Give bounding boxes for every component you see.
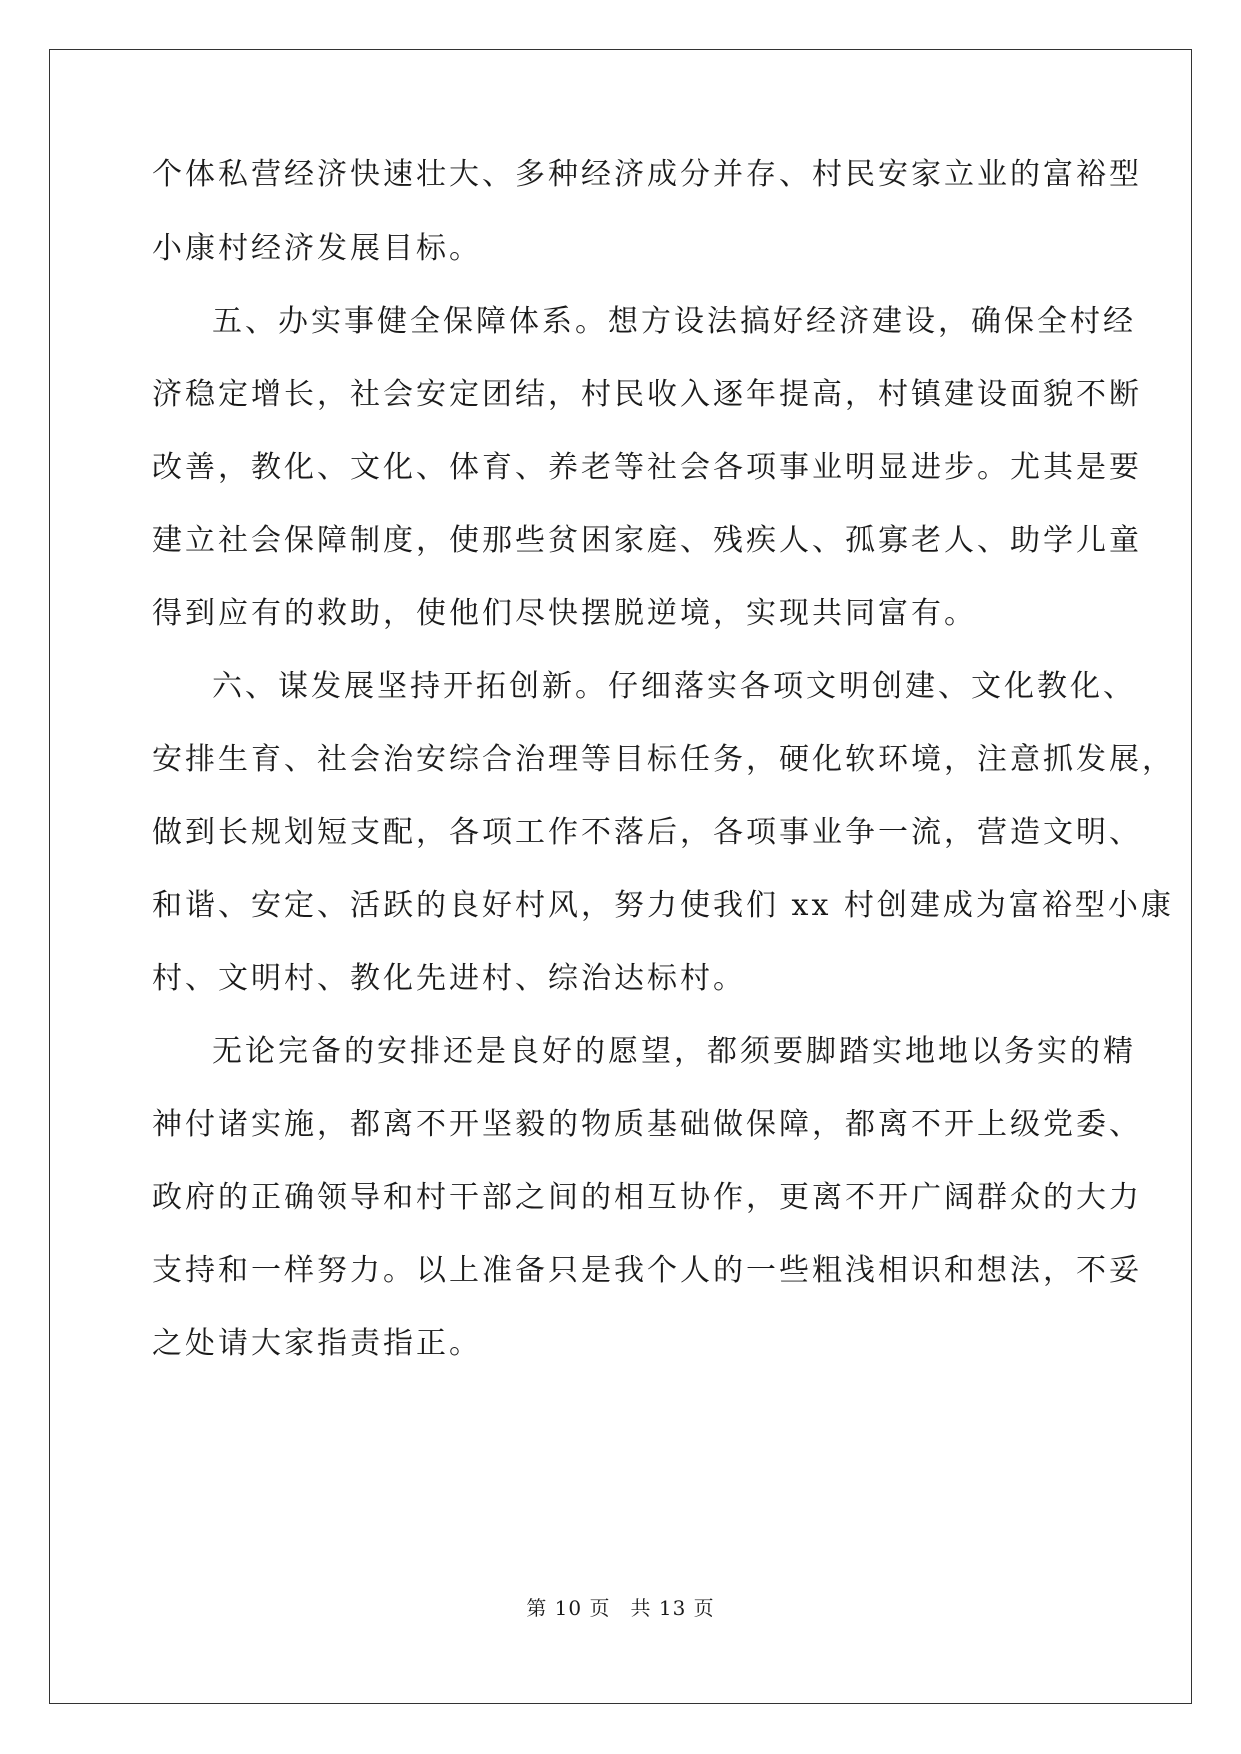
text-line: 安排生育、社会治安综合治理等目标任务，硬化软环境，注意抓发展， bbox=[152, 742, 1175, 777]
page-total: 共 13 页 bbox=[630, 1596, 715, 1620]
page-border bbox=[49, 49, 1192, 1704]
text-line: 神付诸实施，都离不开坚毅的物质基础做保障，都离不开上级党委、 bbox=[152, 1107, 1142, 1142]
text-line: 个体私营经济快速壮大、多种经济成分并存、村民安家立业的富裕型 bbox=[152, 157, 1142, 192]
paragraph-start-line: 六、谋发展坚持开拓创新。仔细落实各项文明创建、文化教化、 bbox=[212, 669, 1136, 704]
text-line: 小康村经济发展目标。 bbox=[152, 231, 482, 266]
text-line: 建立社会保障制度，使那些贫困家庭、残疾人、孤寡老人、助学儿童 bbox=[152, 523, 1142, 558]
page-footer bbox=[0, 1594, 1241, 1622]
text-line: 政府的正确领导和村干部之间的相互协作，更离不开广阔群众的大力 bbox=[152, 1180, 1142, 1215]
text-line: 做到长规划短支配，各项工作不落后，各项事业争一流，营造文明、 bbox=[152, 815, 1142, 850]
page-number: 第 10 页 bbox=[526, 1596, 611, 1620]
paragraph-start-line: 无论完备的安排还是良好的愿望，都须要脚踏实地地以务实的精 bbox=[212, 1034, 1136, 1069]
text-line: 和谐、安定、活跃的良好村风，努力使我们 xx 村创建成为富裕型小康 bbox=[152, 888, 1174, 923]
text-line: 之处请大家指责指正。 bbox=[152, 1326, 482, 1361]
text-line: 改善，教化、文化、体育、养老等社会各项事业明显进步。尤其是要 bbox=[152, 450, 1142, 485]
paragraph-start-line: 五、办实事健全保障体系。想方设法搞好经济建设，确保全村经 bbox=[212, 304, 1136, 339]
text-line: 济稳定增长，社会安定团结，村民收入逐年提高，村镇建设面貌不断 bbox=[152, 377, 1142, 412]
text-line: 村、文明村、教化先进村、综治达标村。 bbox=[152, 961, 746, 996]
text-line: 得到应有的救助，使他们尽快摆脱逆境，实现共同富有。 bbox=[152, 596, 977, 631]
text-line: 支持和一样努力。以上准备只是我个人的一些粗浅相识和想法，不妥 bbox=[152, 1253, 1142, 1288]
